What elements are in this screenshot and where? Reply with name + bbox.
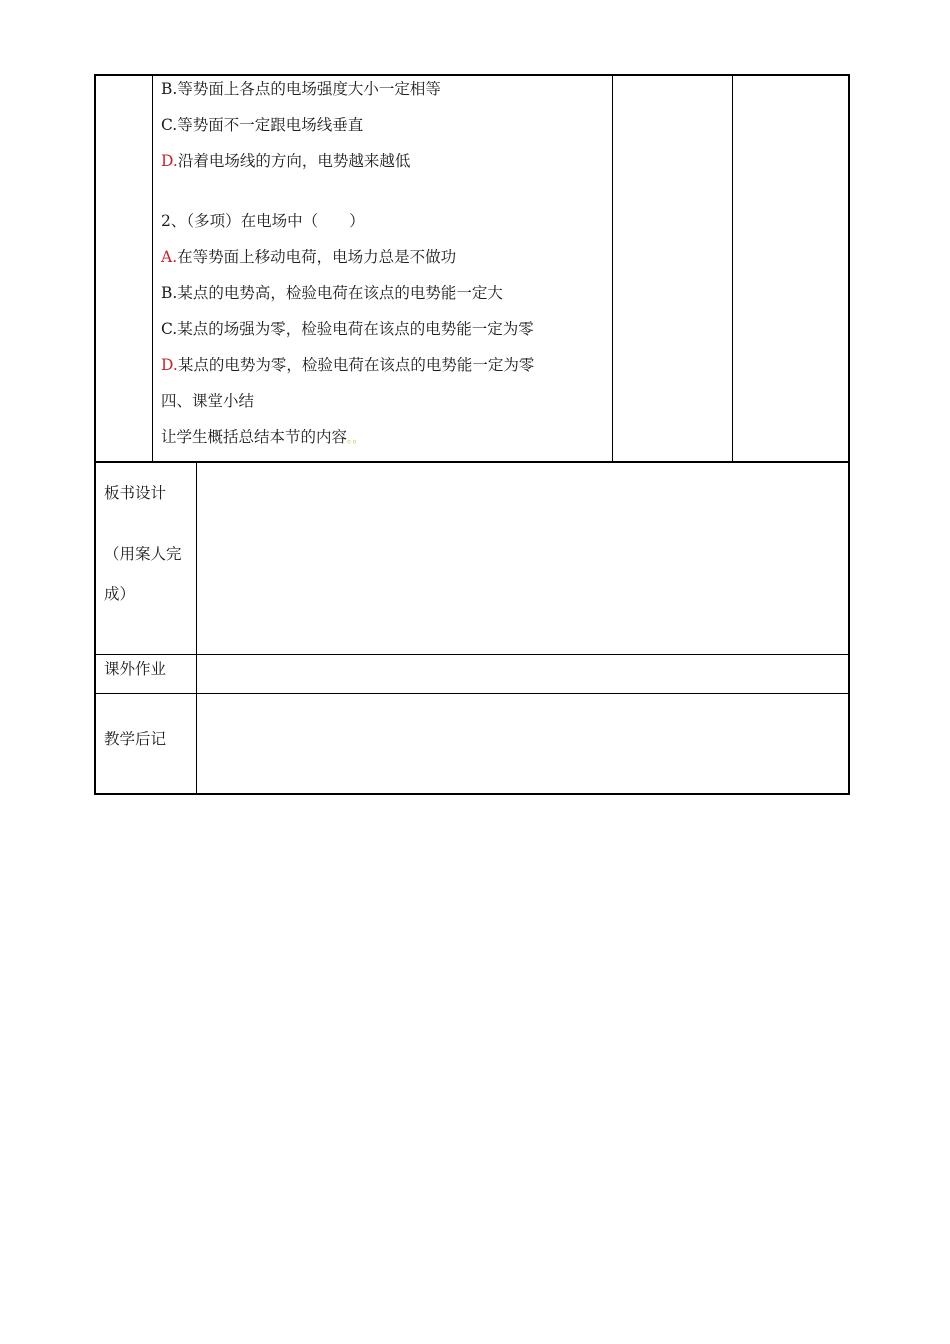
q1-option-c: C.等势面不一定跟电场线垂直 xyxy=(161,116,364,134)
board-design-note-line2: 成） xyxy=(104,585,136,603)
summary-mark: 。。 xyxy=(347,432,364,445)
label-col-divider xyxy=(196,462,197,794)
row-divider-1 xyxy=(94,461,850,463)
q2-option-b: B.某点的电势高，检验电荷在该点的电势能一定大 xyxy=(161,284,503,302)
col-divider-3 xyxy=(732,74,733,462)
summary-text-body: 让学生概括总结本节的内容 xyxy=(161,428,348,446)
q2-stem: 2、（多项）在电场中（ ） xyxy=(161,212,365,230)
board-design-label: 板书设计 xyxy=(104,484,167,502)
summary-text xyxy=(161,427,364,449)
q2-option-d-letter: D. xyxy=(161,356,178,374)
q1-option-d xyxy=(161,151,410,171)
q2-option-a xyxy=(161,247,456,267)
homework-label: 课外作业 xyxy=(104,660,167,678)
q1-option-b: B.等势面上各点的电场强度大小一定相等 xyxy=(161,80,441,98)
table-border-right xyxy=(848,74,850,795)
table-border-top xyxy=(94,74,850,76)
reflection-label: 教学后记 xyxy=(104,730,167,748)
row-divider-2 xyxy=(94,654,850,655)
q2-option-d-text: 某点的电势为零，检验电荷在该点的电势能一定为零 xyxy=(177,356,535,374)
q2-option-a-letter: A. xyxy=(161,248,178,266)
board-design-note-line1: （用案人完 xyxy=(104,545,182,563)
q1-option-d-letter: D. xyxy=(161,152,178,170)
q1-option-d-text: 沿着电场线的方向，电势越来越低 xyxy=(177,152,411,170)
row-divider-3 xyxy=(94,693,850,694)
section4-heading: 四、课堂小结 xyxy=(161,392,255,410)
q2-option-d xyxy=(161,355,534,375)
table-border-bottom xyxy=(94,793,850,795)
table-border-left xyxy=(94,74,96,795)
q2-option-a-text: 在等势面上移动电荷，电场力总是不做功 xyxy=(177,248,457,266)
q2-option-c: C.某点的场强为零，检验电荷在该点的电势能一定为零 xyxy=(161,320,534,338)
col-divider-1 xyxy=(152,74,153,462)
col-divider-2 xyxy=(612,74,613,462)
